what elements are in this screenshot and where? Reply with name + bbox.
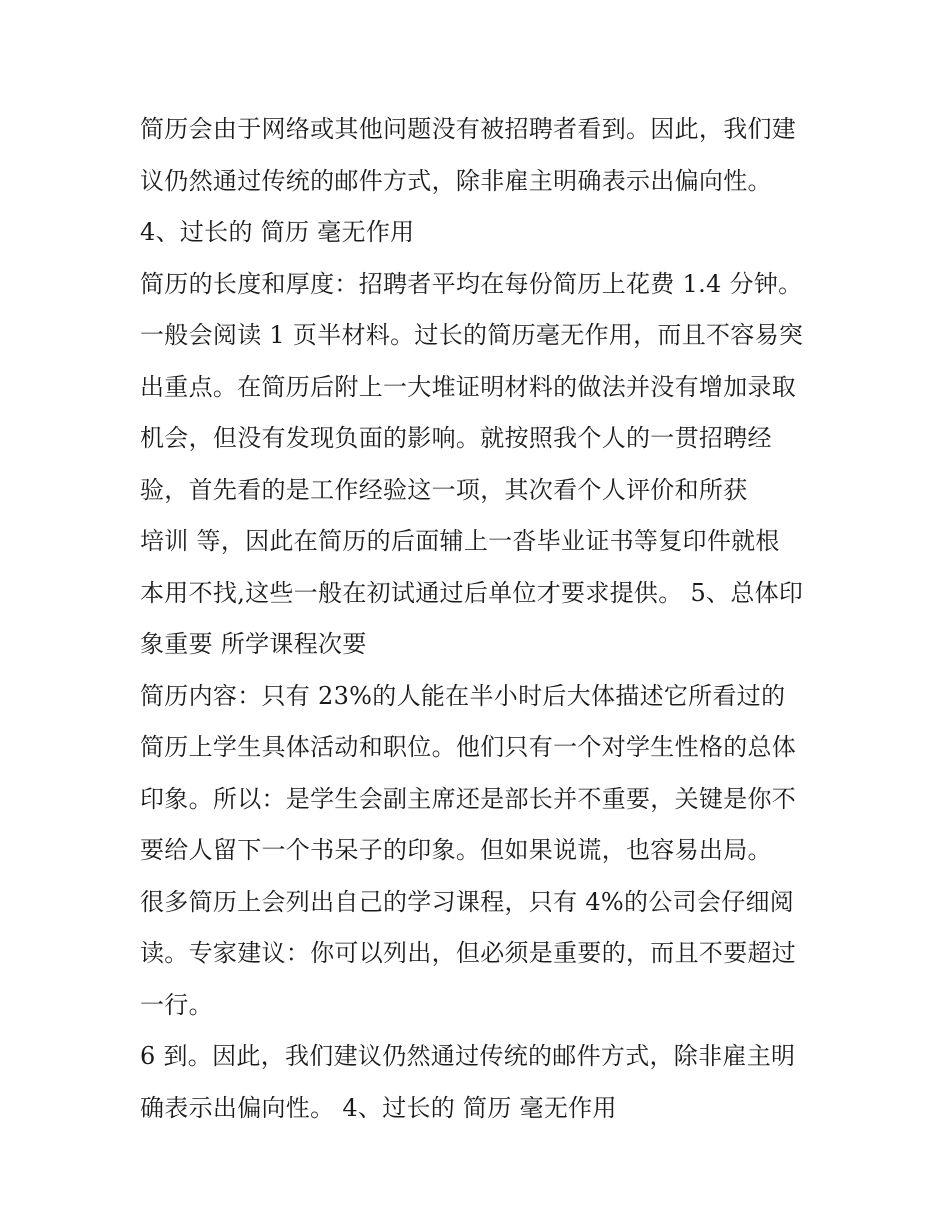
text-line: 一般会阅读 1 页半材料。过长的简历毫无作用，而且不容易突 [140, 321, 804, 349]
text-line: 一行。 [140, 990, 213, 1019]
text-line: 机会，但没有发现负面的影响。就按照我个人的一贯招聘经 [140, 424, 772, 452]
body-text [140, 104, 820, 1134]
text-line: 印象。所以：是学生会副主席还是部长并不重要，关键是你不 [140, 784, 797, 813]
text-line: 读。专家建议：你可以列出，但必须是重要的，而且不要超过 [140, 939, 797, 967]
text-line: 议仍然通过传统的邮件方式，除非雇主明确表示出偏向性。 [140, 166, 772, 195]
text-line: 6 到。因此，我们建议仍然通过传统的邮件方式，除非雇主明 [140, 1042, 796, 1070]
text-line: 验，首先看的是工作经验这一项，其次看个人评价和所获 [140, 475, 748, 504]
text-line: 出重点。在简历后附上一大堆证明材料的做法并没有增加录取 [140, 372, 797, 401]
text-line: 要给人留下一个书呆子的印象。但如果说谎，也容易出局。 [140, 836, 772, 864]
section-heading: 4、过长的 简历 毫无作用 [140, 218, 415, 246]
text-line: 很多简历上会列出自己的学习课程，只有 4%的公司会仔细阅 [140, 887, 795, 916]
text-line: 确表示出偏向性。 4、过长的 简历 毫无作用 [140, 1093, 617, 1122]
text-line: 简历内容：只有 23%的人能在半小时后大体描述它所看过的 [140, 681, 786, 710]
text-line: 本用不找,这些一般在初试通过后单位才要求提供。 5、总体印 [140, 578, 804, 607]
section-heading: 象重要 所学课程次要 [140, 630, 367, 658]
text-line: 简历上学生具体活动和职位。他们只有一个对学生性格的总体 [140, 733, 797, 761]
text-line: 简历会由于网络或其他问题没有被招聘者看到。因此，我们建 [140, 115, 797, 143]
text-line: 简历的长度和厚度：招聘者平均在每份简历上花费 1.4 分钟。 [140, 269, 803, 298]
text-line: 培训 等，因此在简历的后面辅上一沓毕业证书等复印件就根 [140, 527, 780, 555]
